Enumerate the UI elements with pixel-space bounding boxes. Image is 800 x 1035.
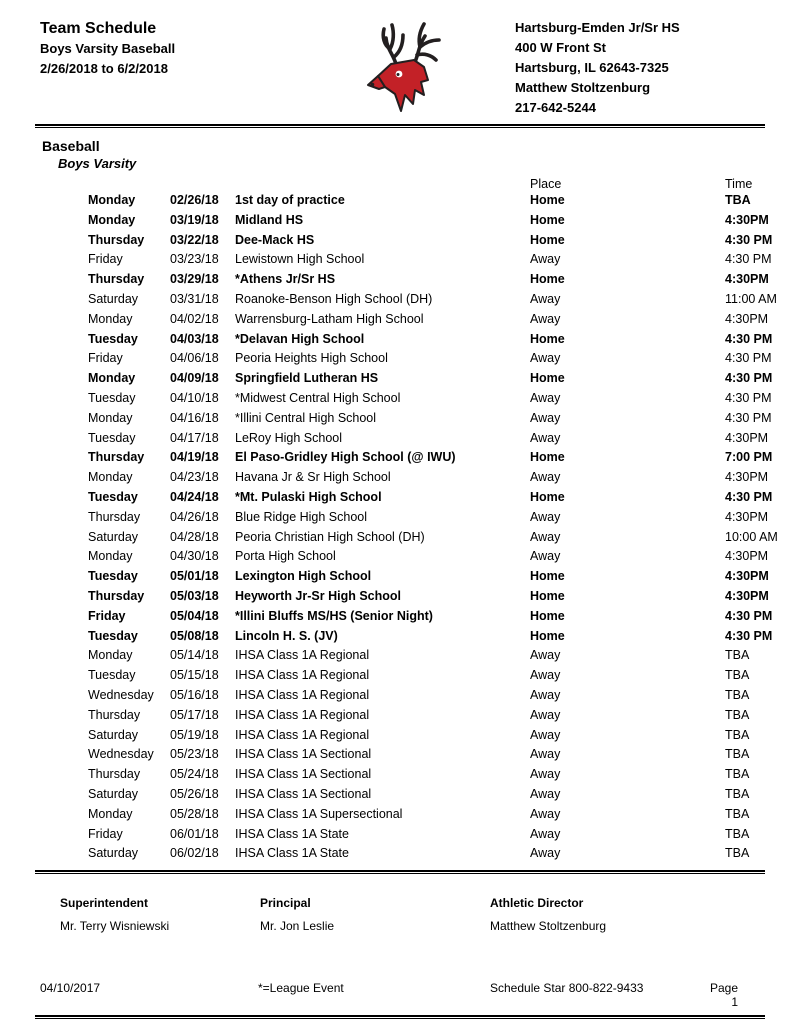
row-day: Thursday [88, 450, 145, 465]
row-date: 04/16/18 [170, 410, 219, 425]
row-place: Home [530, 450, 565, 465]
schedule-row [35, 666, 765, 686]
row-place: Home [530, 212, 565, 227]
row-place: Away [530, 351, 561, 366]
schedule-row [35, 369, 773, 389]
staff-role-label: Superintendent [60, 896, 149, 911]
row-event: Peoria Heights High School [235, 351, 388, 366]
row-day: Monday [88, 371, 136, 386]
row-date: 05/19/18 [170, 727, 219, 742]
row-day: Tuesday [88, 628, 138, 643]
row-day: Monday [88, 470, 133, 485]
row-place: Home [530, 371, 565, 386]
row-place: Away [530, 687, 561, 702]
row-date: 05/26/18 [170, 786, 219, 801]
row-date: 04/26/18 [170, 509, 219, 524]
schedule-table [35, 177, 778, 864]
schedule-row [35, 250, 772, 270]
row-time: TBA [725, 668, 750, 683]
row-day: Tuesday [88, 331, 138, 346]
row-day: Saturday [88, 846, 139, 861]
team-level-title: Boys Varsity [58, 156, 137, 171]
row-event: IHSA Class 1A Sectional [235, 747, 372, 762]
row-place: Away [530, 509, 561, 524]
row-day: Friday [88, 252, 123, 267]
row-date: 05/17/18 [170, 707, 219, 722]
row-event: Warrensburg-Latham High School [235, 311, 424, 326]
stag-mascot-logo-icon [356, 18, 450, 123]
row-date: 06/01/18 [170, 826, 219, 841]
row-time: TBA [725, 846, 750, 861]
row-date: 04/06/18 [170, 351, 219, 366]
row-time: 4:30PM [725, 569, 769, 584]
row-place: Away [530, 291, 561, 306]
row-time: 4:30PM [725, 549, 769, 564]
row-date: 04/02/18 [170, 311, 219, 326]
schedule-row [35, 290, 777, 310]
row-event: Midland HS [235, 212, 304, 227]
row-date: 03/29/18 [170, 272, 219, 287]
row-time: 4:30 PM [725, 628, 773, 643]
row-place: Home [530, 193, 565, 207]
row-date: 05/28/18 [170, 806, 219, 821]
row-time: 11:00 AM [725, 291, 777, 306]
row-day: Monday [88, 212, 136, 227]
schedule-row [35, 607, 773, 627]
row-time: TBA [725, 826, 750, 841]
row-place: Away [530, 252, 561, 267]
row-event: IHSA Class 1A State [235, 826, 349, 841]
row-date: 04/10/18 [170, 390, 219, 405]
row-place: Home [530, 608, 565, 623]
row-day: Friday [88, 826, 123, 841]
row-place: Away [530, 727, 561, 742]
row-event: Heyworth Jr-Sr High School [235, 588, 401, 603]
row-place: Away [530, 549, 561, 564]
schedule-row [35, 211, 769, 231]
row-event: Dee-Mack HS [235, 232, 315, 247]
school-name: Hartsburg-Emden Jr/Sr HS [515, 20, 680, 35]
sport-section-title: Baseball [42, 138, 100, 154]
staff-superintendent [60, 896, 260, 933]
row-date: 05/01/18 [170, 569, 219, 584]
row-time: 7:00 PM [725, 450, 773, 465]
row-event: IHSA Class 1A Sectional [235, 767, 372, 782]
row-time: 4:30 PM [725, 608, 773, 623]
staff-role-label: Athletic Director [490, 896, 584, 911]
schedule-row [35, 270, 769, 290]
row-event: IHSA Class 1A Sectional [235, 786, 372, 801]
row-time: TBA [725, 727, 750, 742]
table-end-rule [35, 870, 765, 874]
row-time: 4:30 PM [725, 252, 772, 267]
row-event: *Illini Central High School [235, 410, 377, 425]
row-place: Away [530, 806, 561, 821]
schedule-row [35, 448, 773, 468]
footer-legend: *=League Event [258, 981, 344, 995]
row-time: TBA [725, 786, 750, 801]
col-date [170, 177, 235, 191]
schedule-row [35, 785, 765, 805]
row-place: Away [530, 529, 561, 544]
staff-principal [260, 896, 490, 933]
row-place: Away [530, 668, 561, 683]
schedule-row [35, 508, 769, 528]
row-time: TBA [725, 648, 750, 663]
row-date: 02/26/18 [170, 193, 219, 207]
row-day: Thursday [88, 272, 145, 287]
row-event: Blue Ridge High School [235, 509, 368, 524]
row-event: Lewistown High School [235, 252, 365, 267]
row-day: Thursday [88, 509, 141, 524]
row-event: *Mt. Pulaski High School [235, 489, 382, 504]
row-time: 4:30PM [725, 272, 769, 287]
row-time: TBA [725, 707, 750, 722]
row-time: 4:30 PM [725, 410, 772, 425]
staff-athletic-director [490, 896, 765, 933]
row-event: *Illini Bluffs MS/HS (Senior Night) [235, 608, 433, 623]
schedule-row [35, 547, 769, 567]
row-day: Monday [88, 806, 133, 821]
schedule-row [35, 191, 765, 211]
row-date: 04/24/18 [170, 489, 219, 504]
row-time: 4:30 PM [725, 351, 772, 366]
row-time: 4:30 PM [725, 390, 772, 405]
row-day: Wednesday [88, 687, 154, 702]
schedule-row [35, 627, 773, 647]
schedule-row [35, 567, 769, 587]
row-place: Away [530, 470, 561, 485]
row-event: IHSA Class 1A Regional [235, 687, 370, 702]
row-time: TBA [725, 193, 751, 207]
col-event [235, 177, 530, 191]
row-day: Tuesday [88, 489, 138, 504]
row-date: 05/23/18 [170, 747, 219, 762]
row-day: Monday [88, 410, 133, 425]
row-place: Away [530, 747, 561, 762]
footer-bottom-rule [35, 1015, 765, 1019]
row-event: Lexington High School [235, 569, 372, 584]
row-time: 4:30PM [725, 509, 769, 524]
row-time: TBA [725, 806, 750, 821]
row-event: IHSA Class 1A Regional [235, 707, 370, 722]
school-contact-phone: 217-642-5244 [515, 100, 596, 115]
header-divider-rule [35, 124, 765, 128]
row-place: Away [530, 826, 561, 841]
footer-page-number: Page 1 [710, 981, 739, 1009]
row-time: 4:30 PM [725, 232, 773, 247]
row-date: 04/28/18 [170, 529, 219, 544]
document-title: Team Schedule [40, 20, 157, 37]
row-date: 03/19/18 [170, 212, 219, 227]
season-date-range: 2/26/2018 to 6/2/2018 [40, 61, 168, 76]
schedule-column-headers [35, 177, 765, 191]
row-date: 05/04/18 [170, 608, 219, 623]
row-date: 05/24/18 [170, 767, 219, 782]
row-event: Porta High School [235, 549, 336, 564]
row-day: Monday [88, 648, 133, 663]
footer-vendor: Schedule Star 800-822-9433 [490, 981, 644, 995]
schedule-row [35, 468, 769, 488]
row-event: El Paso-Gridley High School (@ IWU) [235, 450, 456, 465]
schedule-row [35, 844, 765, 864]
row-day: Thursday [88, 707, 141, 722]
row-event: Roanoke-Benson High School (DH) [235, 291, 433, 306]
schedule-row [35, 726, 765, 746]
row-date: 03/23/18 [170, 252, 219, 267]
page-footer [35, 981, 765, 1019]
row-day: Saturday [88, 727, 139, 742]
schedule-row [35, 805, 765, 825]
row-time: 4:30 PM [725, 489, 773, 504]
schedule-row [35, 310, 769, 330]
row-day: Monday [88, 311, 133, 326]
row-event: *Athens Jr/Sr HS [235, 272, 336, 287]
row-date: 05/03/18 [170, 588, 219, 603]
row-time: 10:00 AM [725, 529, 778, 544]
schedule-row [35, 349, 772, 369]
row-event: 1st day of practice [235, 193, 345, 207]
row-place: Home [530, 569, 565, 584]
staff-role-label: Principal [260, 896, 311, 911]
row-day: Monday [88, 549, 133, 564]
row-day: Saturday [88, 291, 139, 306]
row-day: Saturday [88, 529, 139, 544]
row-place: Away [530, 430, 561, 445]
footer-row [35, 981, 765, 1009]
row-place: Away [530, 786, 561, 801]
row-place: Home [530, 588, 565, 603]
staff-name: Mr. Terry Wisniewski [60, 919, 170, 934]
schedule-row [35, 429, 769, 449]
staff-name: Matthew Stoltzenburg [490, 919, 607, 934]
row-time: 4:30PM [725, 470, 769, 485]
schedule-row [35, 745, 765, 765]
row-event: Havana Jr & Sr High School [235, 470, 391, 485]
row-time: 4:30PM [725, 588, 769, 603]
schedule-row [35, 231, 773, 251]
row-time: 4:30PM [725, 430, 769, 445]
row-event: IHSA Class 1A Regional [235, 668, 370, 683]
row-day: Wednesday [88, 747, 154, 762]
row-day: Tuesday [88, 569, 138, 584]
row-day: Saturday [88, 786, 139, 801]
document-header [0, 0, 800, 122]
row-date: 05/08/18 [170, 628, 219, 643]
row-time: 4:30 PM [725, 331, 773, 346]
row-day: Friday [88, 351, 123, 366]
row-time: TBA [725, 767, 750, 782]
row-date: 03/31/18 [170, 291, 219, 306]
row-day: Friday [88, 608, 126, 623]
row-date: 04/19/18 [170, 450, 219, 465]
row-date: 04/30/18 [170, 549, 219, 564]
row-date: 05/14/18 [170, 648, 219, 663]
row-day: Thursday [88, 767, 141, 782]
row-day: Thursday [88, 588, 145, 603]
row-day: Tuesday [88, 430, 136, 445]
row-place: Home [530, 272, 565, 287]
row-time: 4:30 PM [725, 371, 773, 386]
col-header-place: Place [530, 177, 562, 191]
staff-section [0, 896, 800, 933]
row-place: Away [530, 707, 561, 722]
row-place: Home [530, 232, 565, 247]
row-place: Away [530, 311, 561, 326]
row-event: Lincoln H. S. (JV) [235, 628, 338, 643]
row-day: Tuesday [88, 668, 136, 683]
row-date: 03/22/18 [170, 232, 219, 247]
row-place: Away [530, 648, 561, 663]
row-place: Away [530, 846, 561, 861]
row-place: Home [530, 628, 565, 643]
row-day: Monday [88, 193, 136, 207]
row-date: 04/03/18 [170, 331, 219, 346]
staff-name: Mr. Jon Leslie [260, 919, 335, 934]
row-day: Thursday [88, 232, 145, 247]
row-place: Home [530, 331, 565, 346]
row-event: Peoria Christian High School (DH) [235, 529, 425, 544]
schedule-row [35, 686, 765, 706]
row-date: 04/23/18 [170, 470, 219, 485]
row-time: 4:30PM [725, 212, 769, 227]
row-place: Away [530, 390, 561, 405]
row-date: 04/17/18 [170, 430, 219, 445]
schedule-row [35, 389, 772, 409]
row-date: 04/09/18 [170, 371, 219, 386]
school-address-city: Hartsburg, IL 62643-7325 [515, 60, 669, 75]
row-day: Tuesday [88, 390, 136, 405]
school-address-street: 400 W Front St [515, 40, 607, 55]
row-place: Home [530, 489, 565, 504]
header-right-block [515, 18, 760, 122]
logo-container [290, 18, 515, 122]
schedule-row [35, 765, 765, 785]
row-place: Away [530, 410, 561, 425]
row-event: *Delavan High School [235, 331, 365, 346]
schedule-rows [35, 191, 778, 864]
header-left-block [40, 18, 290, 122]
col-header-time: Time [725, 177, 753, 191]
schedule-row [35, 528, 778, 548]
row-date: 06/02/18 [170, 846, 219, 861]
row-time: TBA [725, 687, 750, 702]
school-contact-name: Matthew Stoltzenburg [515, 80, 651, 95]
row-event: IHSA Class 1A Regional [235, 727, 370, 742]
row-event: IHSA Class 1A Supersectional [235, 806, 403, 821]
row-event: Springfield Lutheran HS [235, 371, 379, 386]
schedule-row [35, 706, 765, 726]
row-event: LeRoy High School [235, 430, 343, 445]
row-time: 4:30PM [725, 311, 769, 326]
schedule-row [35, 409, 772, 429]
row-time: TBA [725, 747, 750, 762]
schedule-row [35, 330, 773, 350]
row-date: 05/15/18 [170, 668, 219, 683]
row-event: *Midwest Central High School [235, 390, 401, 405]
row-event: IHSA Class 1A Regional [235, 648, 370, 663]
row-date: 05/16/18 [170, 687, 219, 702]
schedule-row [35, 587, 769, 607]
schedule-row [35, 646, 765, 666]
col-day [88, 177, 170, 191]
row-place: Away [530, 767, 561, 782]
schedule-row [35, 488, 773, 508]
team-name: Boys Varsity Baseball [40, 41, 176, 56]
footer-print-date: 04/10/2017 [40, 981, 101, 995]
row-event: IHSA Class 1A State [235, 846, 349, 861]
schedule-row [35, 825, 765, 845]
